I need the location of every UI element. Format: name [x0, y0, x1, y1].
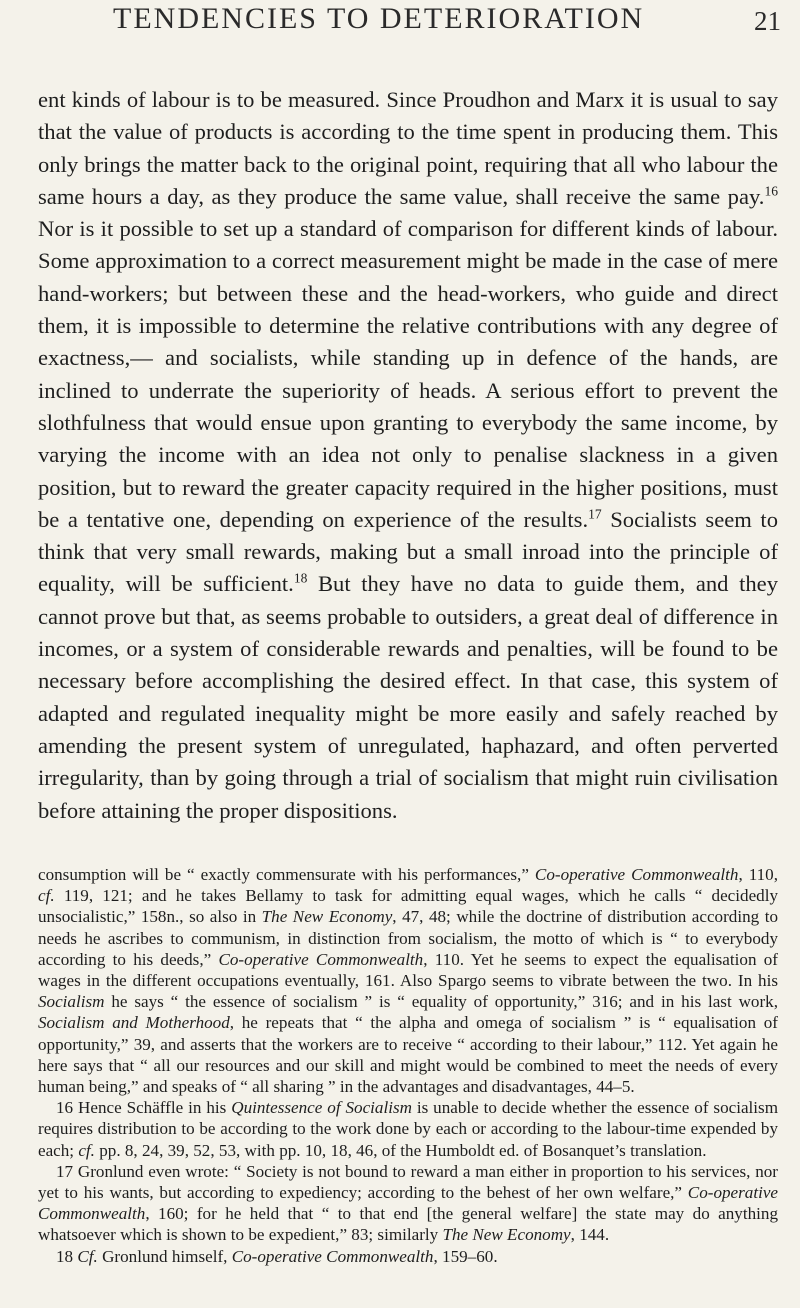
body-paragraph — [38, 84, 778, 827]
footnote-italic: Socialism — [38, 992, 105, 1012]
footnote-text: , 110. Yet he seems to expect the equalisation of wages in the different occupations eventually, 161. Also Spargo seems to vibrate between the two. In his — [38, 949, 778, 991]
footnote-italic: Co-operative Commonwealth — [38, 1183, 778, 1224]
footnote-text: , he repeats that “ the alpha and omega of socialism ” is “ equalisation of opportunity,” 39, and asserts that the workers are to receive “ according to their labour,” 112. Yet again he here says that “ all our resources and our skill and might would be combined to meet the needs of every human being,” and speaks of “ all sharing ” in the advantages and disadvantages, 44–5. — [38, 1013, 778, 1097]
footnote-text: he says “ the essence of socialism ” is “ equality of opportunity,” 316; and in his last work, — [104, 992, 778, 1012]
footnote-text: , 110, — [738, 865, 778, 884]
body-text-segment: Socialists seem to think that very small rewards, making but a small inroad into the principle of equality, will be sufficient. — [38, 506, 778, 597]
footnote-ref-17[interactable]: 17 — [588, 506, 602, 522]
body-text-segment: ent kinds of labour is to be measured. Since Proudhon and Marx it is usual to say that the value of products is according to the time spent in producing them. This only brings the matter back to the original point, requiring that all who labour the same hours a day, as they produce the same value, shall receive the same pay. — [38, 87, 778, 209]
footnote-text: 17 Gronlund even wrote: “ Society is not bound to reward a man either in proportion to his services, nor yet to his wants, but according to expediency; according to the behest of her own welfare,” — [38, 1161, 778, 1203]
footnote-text: 16 Hence Schäffle in his — [56, 1098, 232, 1118]
footnote-text: , 159–60. — [433, 1246, 498, 1266]
footnote-text: 18 — [56, 1246, 78, 1266]
footnote-italic: Co-operative Commonwealth — [231, 1246, 434, 1266]
footnote-continuation — [38, 864, 778, 1097]
footnote-italic: The New Economy — [261, 907, 393, 927]
footnote-text: Gronlund himself, — [97, 1246, 232, 1266]
footnote-italic: Co-operative Commonwealth — [534, 865, 739, 884]
footnote-17 — [38, 1161, 778, 1246]
footnote-text: consumption will be “ exactly commensurate with his performances,” — [38, 865, 535, 884]
footnote-text: , 160; for he held that “ to that end [the general welfare] the state may do anything whatsoever which is shown to be expedient,” 83; similarly — [38, 1204, 778, 1245]
footnote-italic: Quintessence of Socialism — [231, 1098, 412, 1118]
footnote-ref-18[interactable]: 18 — [293, 570, 308, 586]
footnote-text: pp. 8, 24, 39, 52, 53, with pp. 10, 18, 46, of the Humboldt ed. of Bosanquet’s translation. — [94, 1140, 707, 1160]
body-text-segment: But they have no data to guide them, and they cannot prove but that, as seems probable to outsiders, a great deal of difference in incomes, or a system of considerable rewards and penalties, will be found to be necessary before accomplishing the desired effect. In that case, this system of adapted and regulated inequality might be more easily and safely reached by amending the present system of unregulated, haphazard, and often perverted irregularity, than by going through a trial of socialism that might ruin civilisation before attaining the proper dispositions. — [38, 571, 778, 823]
footnote-18 — [38, 1246, 778, 1267]
page-header — [0, 0, 800, 70]
body-text-segment: Nor is it possible to set up a standard of comparison for different kinds of labour. Some approximation to a correct measurement might be made in the case of mere hand-workers; but between these and the head-workers, who guide and direct them, it is impossible to determine the relative contributions with any degree of exactness,— and socialists, while standing up in defence of the hands, are inclined to underrate the superiority of heads. A serious effort to prevent the slothfulness that would ensue upon granting to everybody the same income, by varying the income with an idea not only to penalise slackness in a given position, but to reward the greater capacity required in the higher positions, must be a tentative one, depending on experience of the results. — [38, 216, 778, 532]
footnote-italic: cf. — [78, 1140, 95, 1160]
footnote-text: 119, 121; and he takes Bellamy to task for admitting equal wages, which he calls “ decidedly unsocialistic,” 158n., so also in — [38, 886, 778, 927]
footnotes-section — [38, 864, 778, 1267]
footnote-text: is unable to decide whether the essence of socialism requires distribution to be according to the work done by each or according to the labour-time expended by each; — [38, 1098, 778, 1160]
footnote-text: , 47, 48; while the doctrine of distribution according to needs he ascribes to communism, in distinction from socialism, the motto of which is “ to everybody according to his deeds,” — [38, 907, 778, 969]
page-number: 21 — [754, 6, 781, 36]
footnote-text: , 144. — [570, 1225, 610, 1245]
footnote-16 — [38, 1097, 778, 1161]
footnote-italic: Socialism and Motherhood — [38, 1013, 230, 1033]
footnote-italic: Co-operative Commonwealth — [218, 949, 424, 969]
running-head: TENDENCIES TO DETERIORATION — [113, 2, 645, 35]
footnote-ref-16[interactable]: 16 — [764, 183, 778, 199]
footnote-italic: cf. — [38, 886, 55, 906]
footnote-italic: Cf. — [77, 1246, 98, 1266]
footnote-italic: The New Economy — [442, 1225, 571, 1245]
